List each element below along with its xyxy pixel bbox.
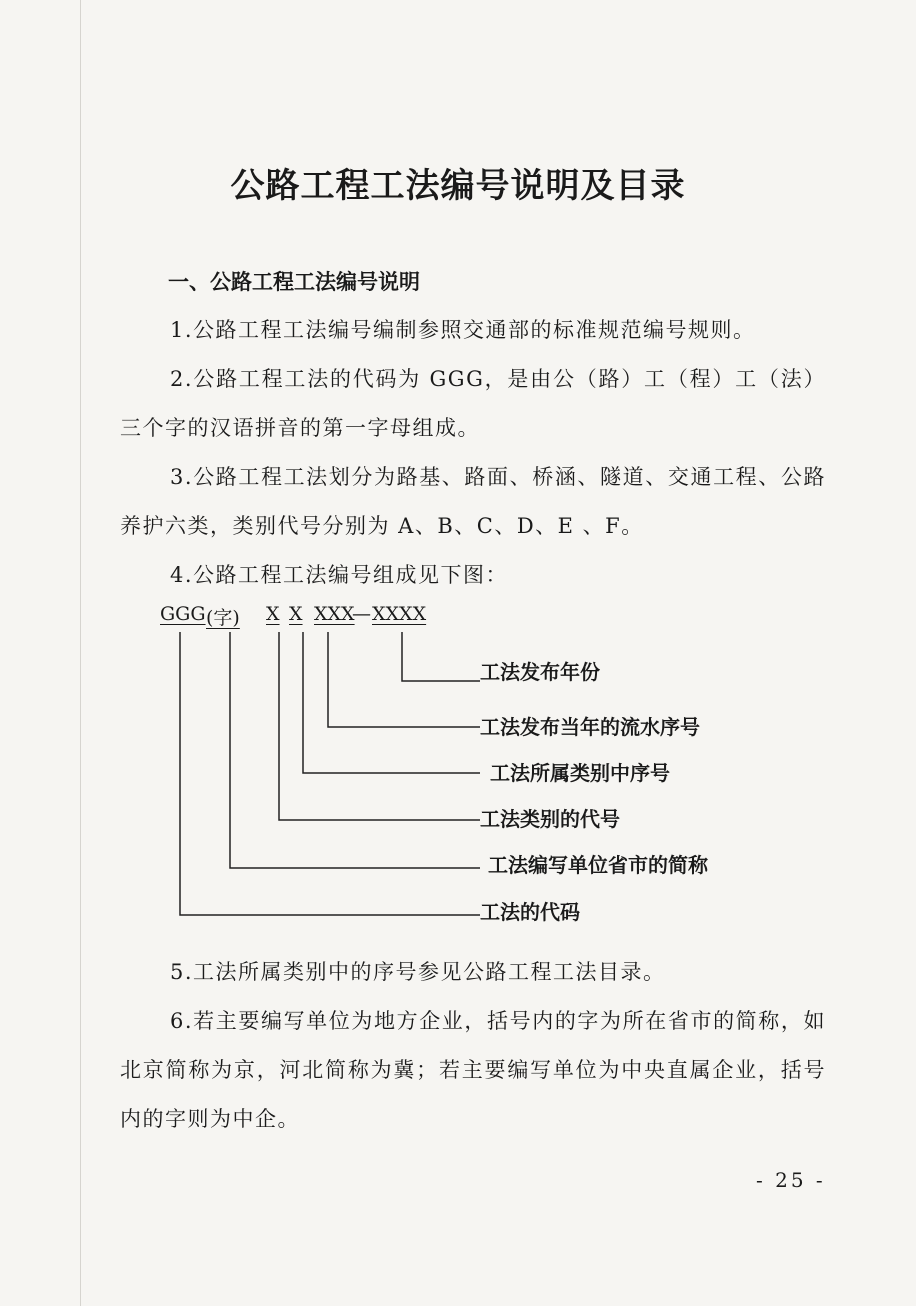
label-category-sequence: 工法所属类别中序号 <box>490 761 670 785</box>
label-serial-number: 工法发布当年的流水序号 <box>480 715 700 739</box>
paragraph-item-4: 4.公路工程工法编号组成见下图： <box>170 563 509 587</box>
paragraph-item-6: 6.若主要编写单位为地方企业，括号内的字为所在省市的简称，如北京简称为京，河北简称为冀；若主要编写单位为中央直属企业，括号内的字则为中企。 <box>120 1009 826 1131</box>
code-province-char: (字) <box>206 607 240 629</box>
label-province-abbrev: 工法编写单位省市的简称 <box>488 853 708 877</box>
label-publish-year: 工法发布年份 <box>480 660 600 684</box>
code-category-letter: X <box>266 603 280 625</box>
paragraph-item-2: 2.公路工程工法的代码为 GGG，是由公（路）工（程）工（法）三个字的汉语拼音的第一字母组成。 <box>120 367 826 440</box>
section-heading: 一、公路工程工法编号说明 <box>168 270 420 294</box>
paragraph-item-3: 3.公路工程工法划分为路基、路面、桥涵、隧道、交通工程、公路养护六类，类别代号分别为 A、B、C、D、E 、F。 <box>120 465 826 538</box>
code-category-seq: X <box>289 603 303 625</box>
paragraph-item-1: 1.公路工程工法编号编制参照交通部的标准规范编号规则。 <box>170 318 756 342</box>
label-category-code: 工法类别的代号 <box>480 807 620 831</box>
page-title: 公路工程工法编号说明及目录 <box>230 166 686 206</box>
paragraph-item-5: 5.工法所属类别中的序号参见公路工程工法目录。 <box>170 960 666 984</box>
code-ggg: GGG <box>160 603 206 625</box>
label-method-code: 工法的代码 <box>480 900 580 924</box>
page-number: - 25 - <box>756 1168 826 1192</box>
code-serial: XXX <box>314 603 355 625</box>
code-year: XXXX <box>372 603 427 625</box>
code-dash: — <box>352 603 371 625</box>
